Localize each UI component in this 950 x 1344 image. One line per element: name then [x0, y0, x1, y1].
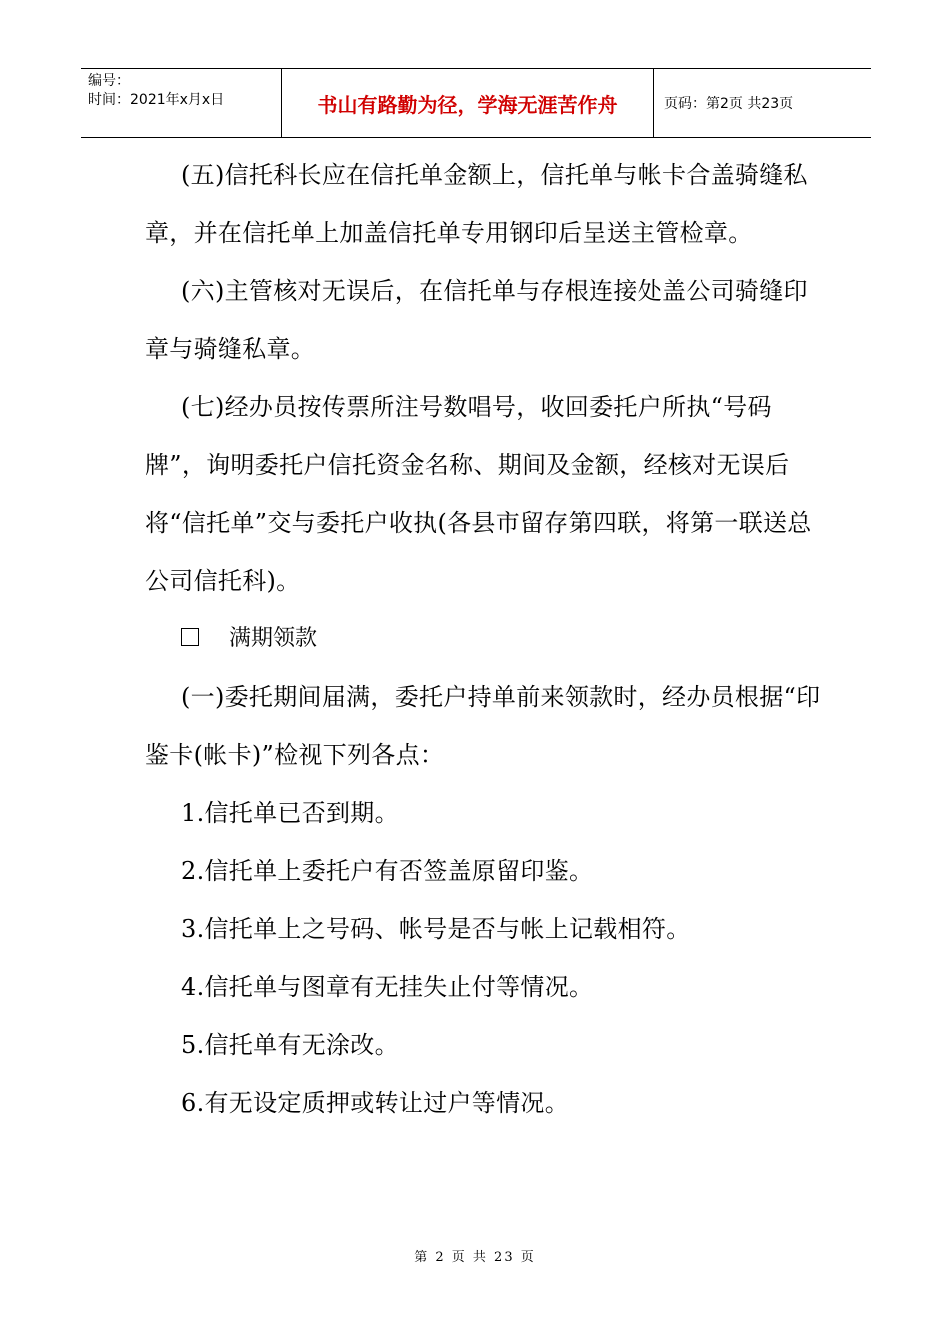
checkbox-square-icon [181, 628, 199, 646]
list-item: 1.信托单已否到期。 [181, 799, 399, 827]
page-footer: 第 2 页 共 23 页 [414, 1250, 536, 1265]
document-body [145, 146, 825, 1132]
section-title: 满期领款 [229, 626, 318, 651]
header-page-info: 页码：第2页 共23页 [664, 96, 794, 112]
header-motto: 书山有路勤为径，学海无涯苦作舟 [282, 69, 654, 137]
paragraph: (七)经办员按传票所注号数唱号，收回委托户所执“号码牌”，询明委托户信托资金名称、期间及金额，经核对无误后将“信托单”交与委托户收执(各县市留存第四联，将第一联送总公司信托科)。 [145, 393, 812, 595]
paragraph: (六)主管核对无误后，在信托单与存根连接处盖公司骑缝印章与骑缝私章。 [145, 277, 808, 363]
list-item: 2.信托单上委托户有否签盖原留印鉴。 [181, 857, 594, 885]
header-meta [81, 69, 282, 137]
section-heading [145, 610, 825, 668]
list-item: 5.信托单有无涂改。 [181, 1031, 399, 1059]
time-label: 时间：2021年x月x日 [88, 92, 225, 108]
number-label: 编号： [88, 73, 130, 89]
page-header [81, 68, 871, 138]
list-item: 3.信托单上之号码、帐号是否与帐上记载相符。 [181, 915, 691, 943]
paragraph: (一)委托期间届满，委托户持单前来领款时，经办员根据“印鉴卡(帐卡)”检视下列各点： [145, 683, 821, 769]
paragraph: (五)信托科长应在信托单金额上，信托单与帐卡合盖骑缝私章，并在信托单上加盖信托单专用钢印后呈送主管检章。 [145, 161, 808, 247]
list-item: 4.信托单与图章有无挂失止付等情况。 [181, 973, 594, 1001]
list-item: 6.有无设定质押或转让过户等情况。 [181, 1089, 569, 1117]
